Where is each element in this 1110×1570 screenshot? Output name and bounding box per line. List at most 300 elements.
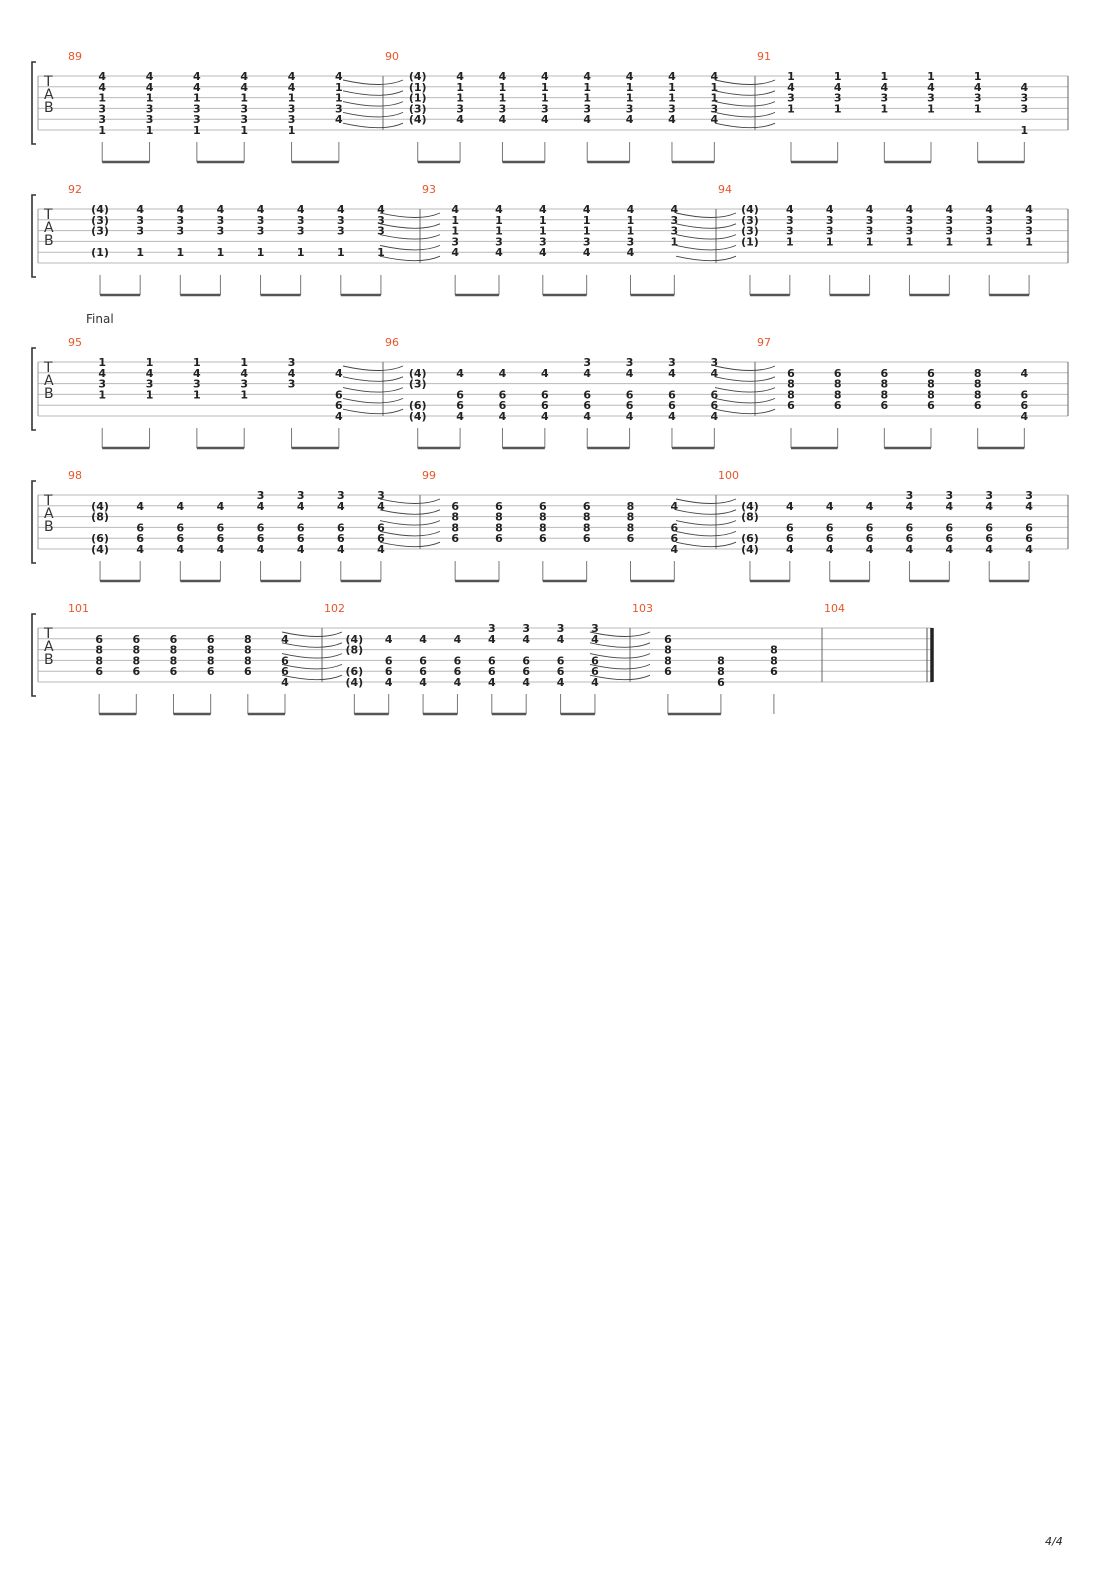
fret-number: 6 [176,532,185,546]
chord [717,654,725,714]
measure-number: 96 [385,336,399,349]
fret-number: 1 [240,124,249,137]
fret-number: 4 [710,113,719,127]
tab-system-3 [32,336,1068,448]
fret-number: 3 [98,377,107,391]
fret-number: 6 [786,532,794,546]
fret-number: 6 [522,654,531,668]
fret-number: 6 [880,366,889,380]
fret-number: 1 [377,246,385,260]
fret-number: 4 [384,632,393,646]
fret-number: 1 [582,213,591,227]
fret-number: 3 [670,213,679,227]
fret-number: 6 [377,532,385,546]
fret-number: 4 [456,70,464,83]
tie-arc [676,510,736,515]
fret-number: 6 [582,532,591,546]
fret-number: 1 [456,80,464,94]
fret-number: 1 [451,224,459,238]
fret-number: 4 [176,499,185,513]
tie-arc [590,643,650,648]
fret-number: (4) [91,203,109,216]
fret-number: 3 [973,91,982,105]
chord [345,633,363,714]
chord [711,70,719,162]
chord [193,356,201,448]
fret-number: 1 [625,80,634,94]
fret-number: 8 [787,377,795,391]
fret-number: 4 [335,70,343,83]
tab-clef-letter: T [44,493,53,509]
fret-number: 6 [541,399,549,413]
tie-arc [380,521,440,526]
fret-number: 4 [625,410,634,423]
fret-number: 4 [582,246,591,260]
chord [668,356,676,448]
fret-number: 3 [905,213,914,227]
fret-number: 1 [498,80,507,94]
fret-number: 4 [216,499,225,513]
fret-number: 8 [770,643,778,657]
fret-number: 3 [240,113,249,127]
fret-number: (4) [91,543,109,556]
tie-arc [343,366,403,371]
tie-arc [715,91,775,96]
tie-arc [715,377,775,382]
system-bracket [32,348,36,430]
fret-number: 4 [625,113,634,127]
fret-number: 4 [193,70,201,83]
chord [385,633,393,714]
fret-number: 3 [145,377,154,391]
fret-number: 1 [583,91,592,105]
tie-arc [715,366,775,371]
fret-number: 3 [625,102,634,116]
tab-system-5 [32,602,932,714]
fret-number: 8 [664,643,672,657]
fret-number: (3) [408,377,427,391]
fret-number: 8 [626,521,635,535]
fret-number: 3 [296,489,305,502]
chord [95,633,103,714]
chord [866,203,874,295]
fret-number: 3 [487,622,496,635]
fret-number: 4 [336,543,345,556]
fret-number: 4 [256,203,265,216]
fret-number: 6 [538,499,547,513]
fret-number: 6 [583,388,592,402]
chord [297,203,305,295]
fret-number: 4 [945,543,954,556]
fret-number: 6 [825,521,834,535]
tie-arc [343,80,403,85]
fret-number: (4) [408,70,427,83]
fret-number: 3 [377,224,385,238]
fret-number: 4 [176,203,185,216]
fret-number: 8 [664,654,672,668]
fret-number: 3 [287,102,296,116]
fret-number: 3 [336,489,345,502]
tab-clef-letter: B [44,652,54,668]
fret-number: 4 [865,203,874,216]
fret-number: 3 [710,102,719,116]
fret-number: 3 [787,91,795,105]
fret-number: 6 [206,632,215,646]
fret-number: 1 [865,235,874,249]
tie-arc [590,664,650,669]
tab-clef-letter: B [44,386,54,402]
fret-number: (6) [91,532,109,546]
fret-number: 3 [216,213,225,227]
fret-number: 4 [377,543,385,556]
fret-number: 3 [136,213,144,227]
chord [974,70,982,162]
fret-number: 4 [240,366,249,380]
fret-number: 3 [498,102,507,116]
fret-number: 3 [193,102,201,116]
chord [664,633,672,714]
fret-number: 3 [625,356,634,369]
fret-number: 4 [625,70,634,83]
chord [834,70,842,162]
fret-number: 4 [145,70,154,83]
fret-number: 4 [786,203,794,216]
fret-number: 6 [296,532,305,546]
measure-number: 94 [718,183,732,196]
tie-arc [676,531,736,536]
fret-number: 8 [243,654,252,668]
tie-arc [715,102,775,107]
chord [627,500,635,581]
fret-number: 3 [905,224,914,238]
fret-number: 1 [668,80,676,94]
fret-number: 8 [243,632,252,646]
fret-number: (4) [408,410,427,423]
fret-number: 1 [880,102,889,116]
chord [337,203,345,295]
fret-number: 6 [770,665,778,679]
chord [409,367,427,448]
chord [377,489,385,581]
fret-number: 8 [495,521,503,535]
fret-number: 3 [256,213,265,227]
fret-number: 3 [583,102,592,116]
fret-number: (3) [91,224,109,238]
fret-number: 6 [583,399,592,413]
chord [583,70,591,162]
fret-number: 6 [880,399,889,413]
fret-number: 6 [419,665,427,679]
fret-number: 6 [833,399,842,413]
fret-number: 3 [98,102,107,116]
fret-number: 6 [256,532,265,546]
chord [985,489,993,581]
measure-number: 102 [324,602,345,615]
fret-number: 4 [136,543,144,556]
chord [240,70,248,162]
chord [91,500,109,581]
tie-arc [715,388,775,393]
tie-arc [590,675,650,680]
fret-number: 4 [973,80,982,94]
fret-number: (8) [91,510,109,524]
fret-number: 4 [865,499,874,513]
fret-number: 4 [256,543,265,556]
fret-number: 4 [591,632,599,646]
system-bracket [32,62,36,144]
fret-number: 6 [786,521,794,535]
fret-number: 6 [498,399,507,413]
chord [1025,489,1033,581]
chord [257,203,265,295]
fret-number: 4 [905,499,914,513]
chord [591,622,599,714]
fret-number: (4) [408,366,427,380]
fret-number: 3 [786,213,794,227]
fret-number: 4 [193,80,201,94]
fret-number: 4 [591,676,599,689]
fret-number: 4 [1025,499,1033,513]
tab-clef-letter: A [44,506,54,522]
fret-number: 8 [243,643,252,657]
fret-number: 3 [985,213,994,227]
fret-number: 4 [985,499,994,513]
fret-number: 4 [456,410,464,423]
chord [834,367,842,448]
fret-number: 4 [419,632,427,646]
tab-system-1 [32,50,1068,162]
fret-number: 4 [377,203,385,216]
tie-arc [282,654,342,659]
tie-arc [343,398,403,403]
system-bracket [32,481,36,563]
fret-number: 6 [825,532,834,546]
fret-number: 4 [487,676,496,689]
tab-clef-letter: B [44,233,54,249]
chord [377,203,385,295]
fret-number: 4 [145,366,154,380]
fret-number: 6 [495,532,503,546]
fret-number: 1 [216,246,225,260]
chord [146,356,154,448]
fret-number: 1 [495,213,503,227]
fret-number: (6) [741,532,759,546]
chord [170,633,178,714]
tab-clef-letter: T [44,74,53,90]
fret-number: 4 [668,410,676,423]
fret-number: 4 [487,632,496,646]
fret-number: 1 [98,91,107,105]
fret-number: 3 [336,224,345,238]
fret-number: 8 [833,377,842,391]
tie-arc [282,675,342,680]
fret-number: 6 [1025,532,1033,546]
fret-number: 1 [98,124,107,137]
system-bracket [32,614,36,696]
tab-clef-letter: T [44,626,53,642]
fret-number: 3 [136,224,144,238]
fret-number: 3 [98,113,107,127]
fret-number: 6 [335,399,343,413]
chord [668,70,676,162]
fret-number: 4 [498,410,507,423]
fret-number: 6 [985,521,994,535]
chord [456,70,464,162]
fret-number: 3 [522,622,531,635]
fret-number: 6 [136,521,144,535]
fret-number: 6 [336,521,345,535]
fret-number: 3 [377,213,385,227]
tie-arc [676,542,736,547]
tie-arc [590,654,650,659]
fret-number: 6 [176,521,185,535]
chord [541,70,549,162]
fret-number: 4 [541,113,549,127]
fret-number: 4 [384,676,393,689]
fret-number: (4) [741,499,759,513]
measure-number: 90 [385,50,399,63]
chord [670,500,678,581]
fret-number: 6 [973,399,982,413]
fret-number: 6 [710,399,719,413]
fret-number: 3 [945,489,954,502]
fret-number: 8 [95,643,103,657]
fret-number: 1 [582,224,591,238]
fret-number: 4 [582,203,591,216]
fret-number: 6 [453,654,462,668]
chord [539,203,547,295]
fret-number: 6 [591,654,599,668]
tie-arc [676,224,736,229]
chord [626,356,634,448]
fret-number: 6 [132,665,141,679]
measure-number: 92 [68,183,82,196]
tie-arc [380,499,440,504]
tie-arc [380,531,440,536]
tie-arc [343,388,403,393]
fret-number: 3 [240,102,249,116]
fret-number: 8 [927,377,935,391]
system-bracket [32,195,36,277]
measure-number: 89 [68,50,82,63]
fret-number: 4 [583,70,592,83]
fret-number: 4 [945,203,954,216]
fret-number: 1 [538,224,547,238]
fret-number: 3 [287,377,296,391]
fret-number: 3 [833,91,842,105]
fret-number: 4 [626,203,635,216]
fret-number: 4 [296,499,305,513]
fret-number: (3) [408,102,427,116]
chord [495,203,503,295]
tie-arc [282,643,342,648]
fret-number: 3 [927,91,935,105]
fret-number: (4) [345,632,364,646]
fret-number: 3 [591,622,599,635]
fret-number: 1 [905,235,914,249]
fret-number: 1 [287,124,296,137]
chord [297,489,305,581]
section-label-final: Final [86,312,114,326]
fret-number: 8 [451,510,459,524]
tie-arc [676,256,736,261]
fret-number: 8 [626,499,635,513]
chord [906,203,914,295]
chord [557,622,565,714]
fret-number: 4 [905,543,914,556]
fret-number: 6 [256,521,265,535]
fret-number: 3 [1020,102,1029,116]
fret-number: 1 [626,224,635,238]
fret-number: 4 [945,499,954,513]
fret-number: 4 [1020,80,1029,94]
fret-number: 6 [132,632,141,646]
tie-arc [676,521,736,526]
fret-number: 4 [98,80,107,94]
fret-number: 8 [770,654,778,668]
chord [927,367,935,448]
measure-number: 99 [422,469,436,482]
fret-number: 4 [541,366,549,380]
measure-number: 91 [757,50,771,63]
fret-number: 1 [287,91,296,105]
chord [626,70,634,162]
fret-number: 4 [336,499,345,513]
fret-number: 1 [927,70,935,83]
fret-number: 3 [145,102,154,116]
fret-number: 4 [538,203,547,216]
chord [454,633,462,714]
fret-number: 6 [626,532,635,546]
fret-number: 6 [905,521,914,535]
measure-number: 98 [68,469,82,482]
chord [826,203,834,295]
fret-number: 3 [541,102,549,116]
chord [1021,81,1029,162]
fret-number: 4 [145,80,154,94]
fret-number: 4 [216,203,225,216]
fret-number: 6 [670,532,679,546]
fret-number: 4 [335,113,343,127]
fret-number: 8 [495,510,503,524]
chord [240,356,248,448]
fret-number: 6 [336,532,345,546]
fret-number: 4 [668,366,676,380]
fret-number: 6 [787,366,795,380]
fret-number: 6 [1020,388,1029,402]
fret-number: 6 [905,532,914,546]
chord [583,500,591,581]
chord [176,203,184,295]
fret-number: 3 [880,91,889,105]
fret-number: 4 [136,203,144,216]
fret-number: 3 [296,224,305,238]
chord [91,203,109,295]
fret-number: 1 [193,91,201,105]
fret-number: 3 [176,213,185,227]
fret-number: 1 [538,213,547,227]
tab-system-2 [32,183,1068,295]
tie-arc [343,91,403,96]
page-number: 4/4 [1045,1535,1063,1548]
measure-number: 93 [422,183,436,196]
fret-number: 4 [985,203,994,216]
fret-number: 3 [296,213,305,227]
fret-number: 6 [541,388,549,402]
fret-number: 4 [498,113,507,127]
fret-number: 1 [541,80,549,94]
fret-number: (3) [741,224,759,238]
